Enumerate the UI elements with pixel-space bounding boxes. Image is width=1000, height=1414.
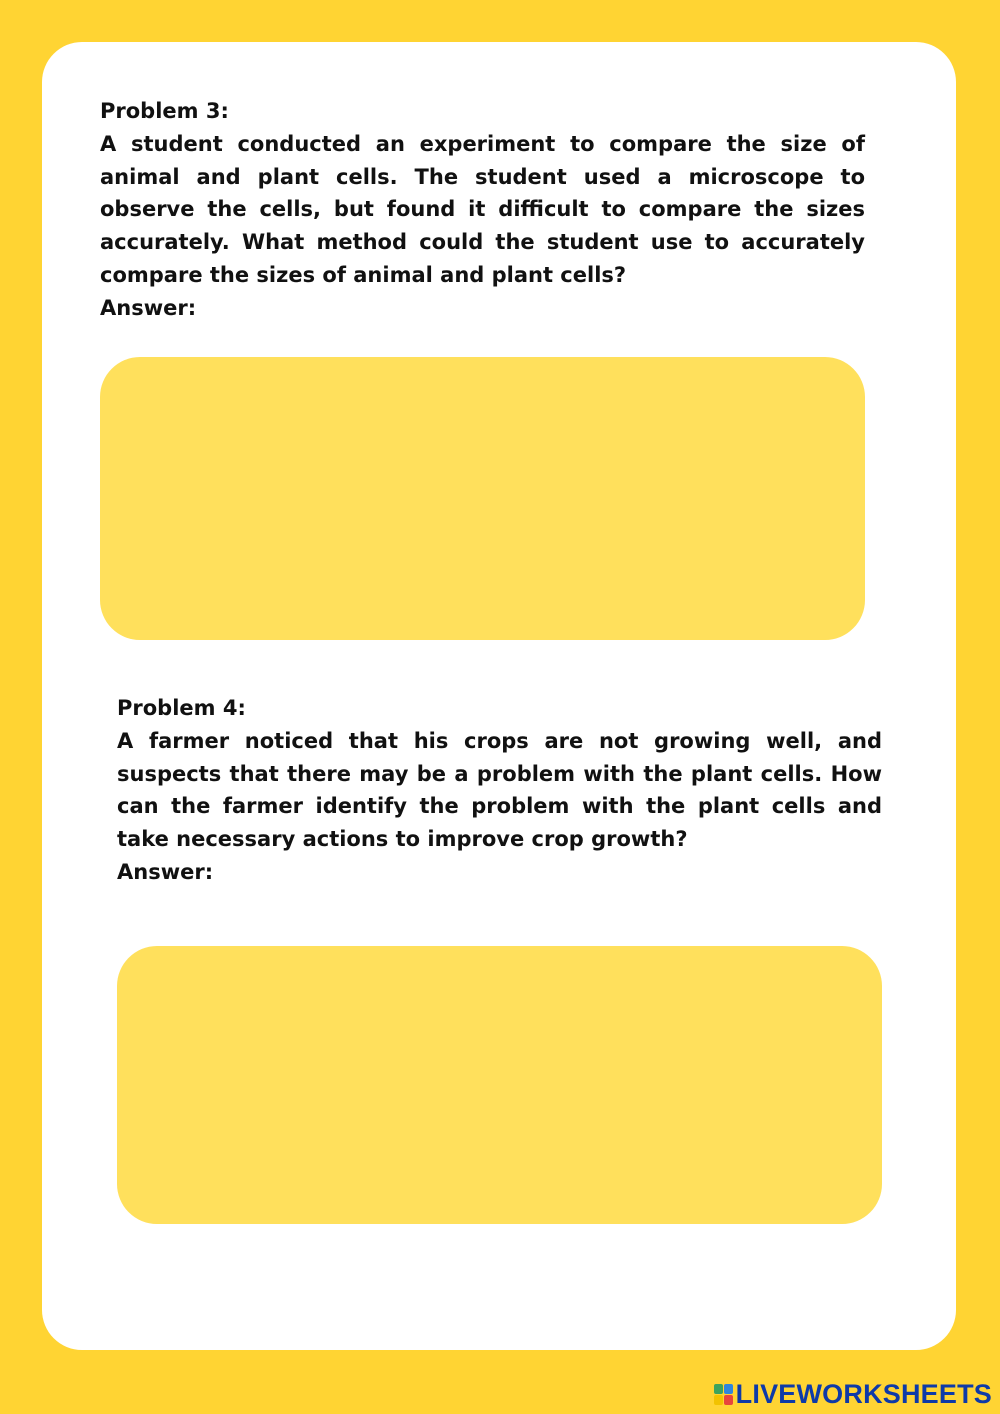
logo-square-e [724,1395,733,1405]
problem-4 [117,692,882,889]
problem-title: Problem 3: [100,99,229,123]
logo-square-l [714,1384,723,1394]
answer-label: Answer: [117,859,214,884]
question-text: A farmer noticed that his crops are not growing well, and suspects that there may be a problem with the plant cells. How can the farmer identify the problem with the plant cells and take necessary actions to improve crop growth? [117,728,882,852]
answer-box-problem-3[interactable] [100,357,865,640]
logo-square-i [724,1384,733,1394]
problem-3 [100,95,865,325]
problem-title: Problem 4: [117,696,246,720]
brand-text: LIVEWORKSHEETS [735,1379,992,1409]
answer-label: Answer: [100,295,197,320]
liveworksheets-logo-icon [714,1384,733,1405]
liveworksheets-brand[interactable] [714,1379,992,1410]
logo-square-v [714,1395,723,1405]
question-text: A student conducted an experiment to compare the size of animal and plant cells. The student used a microscope to observe the cells, but found it difficult to compare the sizes accurately. What method could the student use to accurately compare the sizes of animal and plant cells? [100,131,865,287]
answer-box-problem-4[interactable] [117,946,882,1224]
